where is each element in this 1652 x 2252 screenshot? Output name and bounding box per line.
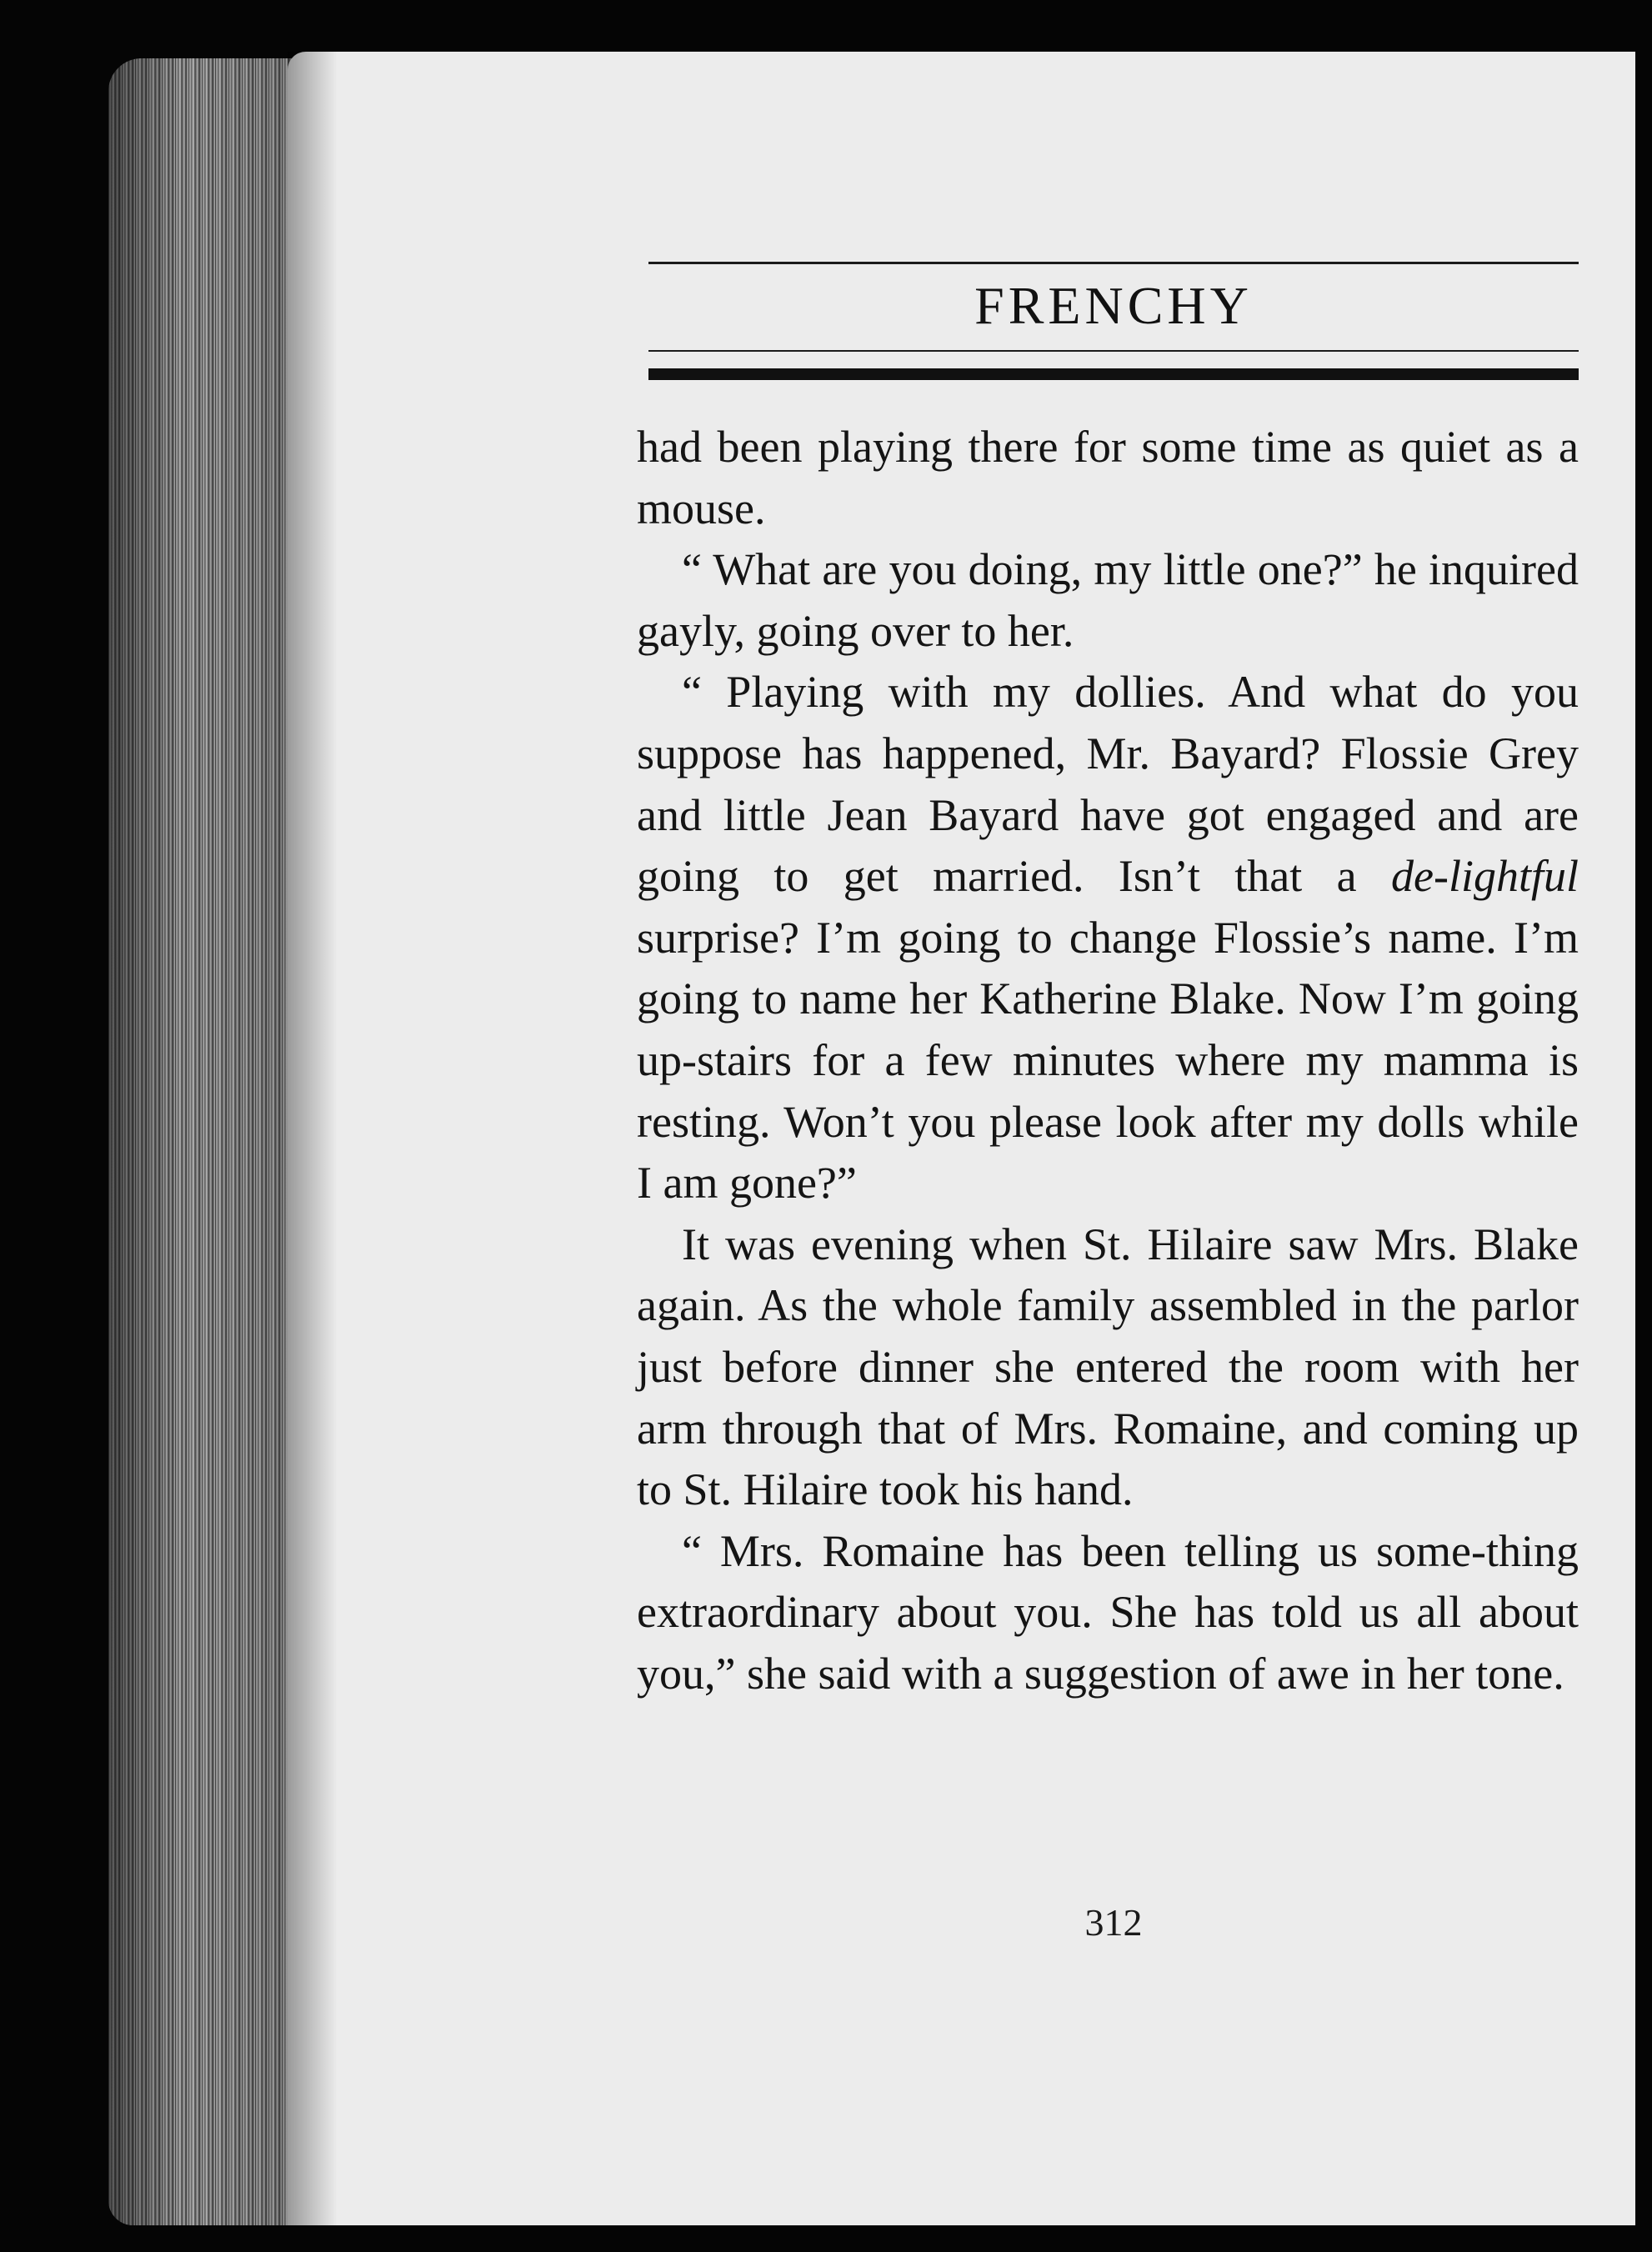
header-rule-thin bbox=[648, 350, 1579, 352]
book-page-edges-shadow bbox=[108, 58, 300, 2225]
paragraph-text: “ Playing with my dollies. And what do you suppose has happened, Mr. Bayard? Flossie Grey and little Jean Bayard have got engaged and are going to get married. Isn’t that a bbox=[637, 667, 1579, 902]
paragraph bbox=[637, 662, 1579, 1214]
paragraph-text: “ Mrs. Romaine has been telling us some-thing extraordinary about you. She has told us all about you,” she said with a suggestion of awe in her tone. bbox=[637, 1525, 1579, 1699]
paragraph bbox=[637, 417, 1579, 539]
paragraph-text: had been playing there for some time as quiet as a mouse. bbox=[637, 422, 1579, 533]
italic-emphasis: de-lightful bbox=[1391, 851, 1579, 902]
paragraph-text: It was evening when St. Hilaire saw Mrs. Blake again. As the whole family assembled in the parlor just before dinner she entered the room with her arm through that of Mrs. Romaine, and coming up to St. Hilaire took his hand. bbox=[637, 1219, 1579, 1515]
paragraph-text: “ What are you doing, my little one?” he inquired gayly, going over to her. bbox=[637, 544, 1579, 656]
page-gutter-shadow bbox=[288, 52, 338, 2225]
header-rule-thick bbox=[648, 368, 1579, 380]
page-number: 312 bbox=[1084, 1901, 1143, 1944]
header-rule-top bbox=[648, 262, 1579, 264]
paragraph bbox=[637, 1214, 1579, 1521]
paragraph bbox=[637, 539, 1579, 662]
paragraph-text: surprise? I’m going to change Flossie’s name. I’m going to name her Katherine Blake. Now I’m going up-stairs for a few minutes where my mamma is resting. Won’t you please look after my dolls while I am gone?” bbox=[637, 912, 1579, 1209]
paragraph bbox=[637, 1521, 1579, 1705]
running-head: FRENCHY bbox=[974, 276, 1253, 335]
body-text bbox=[637, 417, 1579, 1704]
